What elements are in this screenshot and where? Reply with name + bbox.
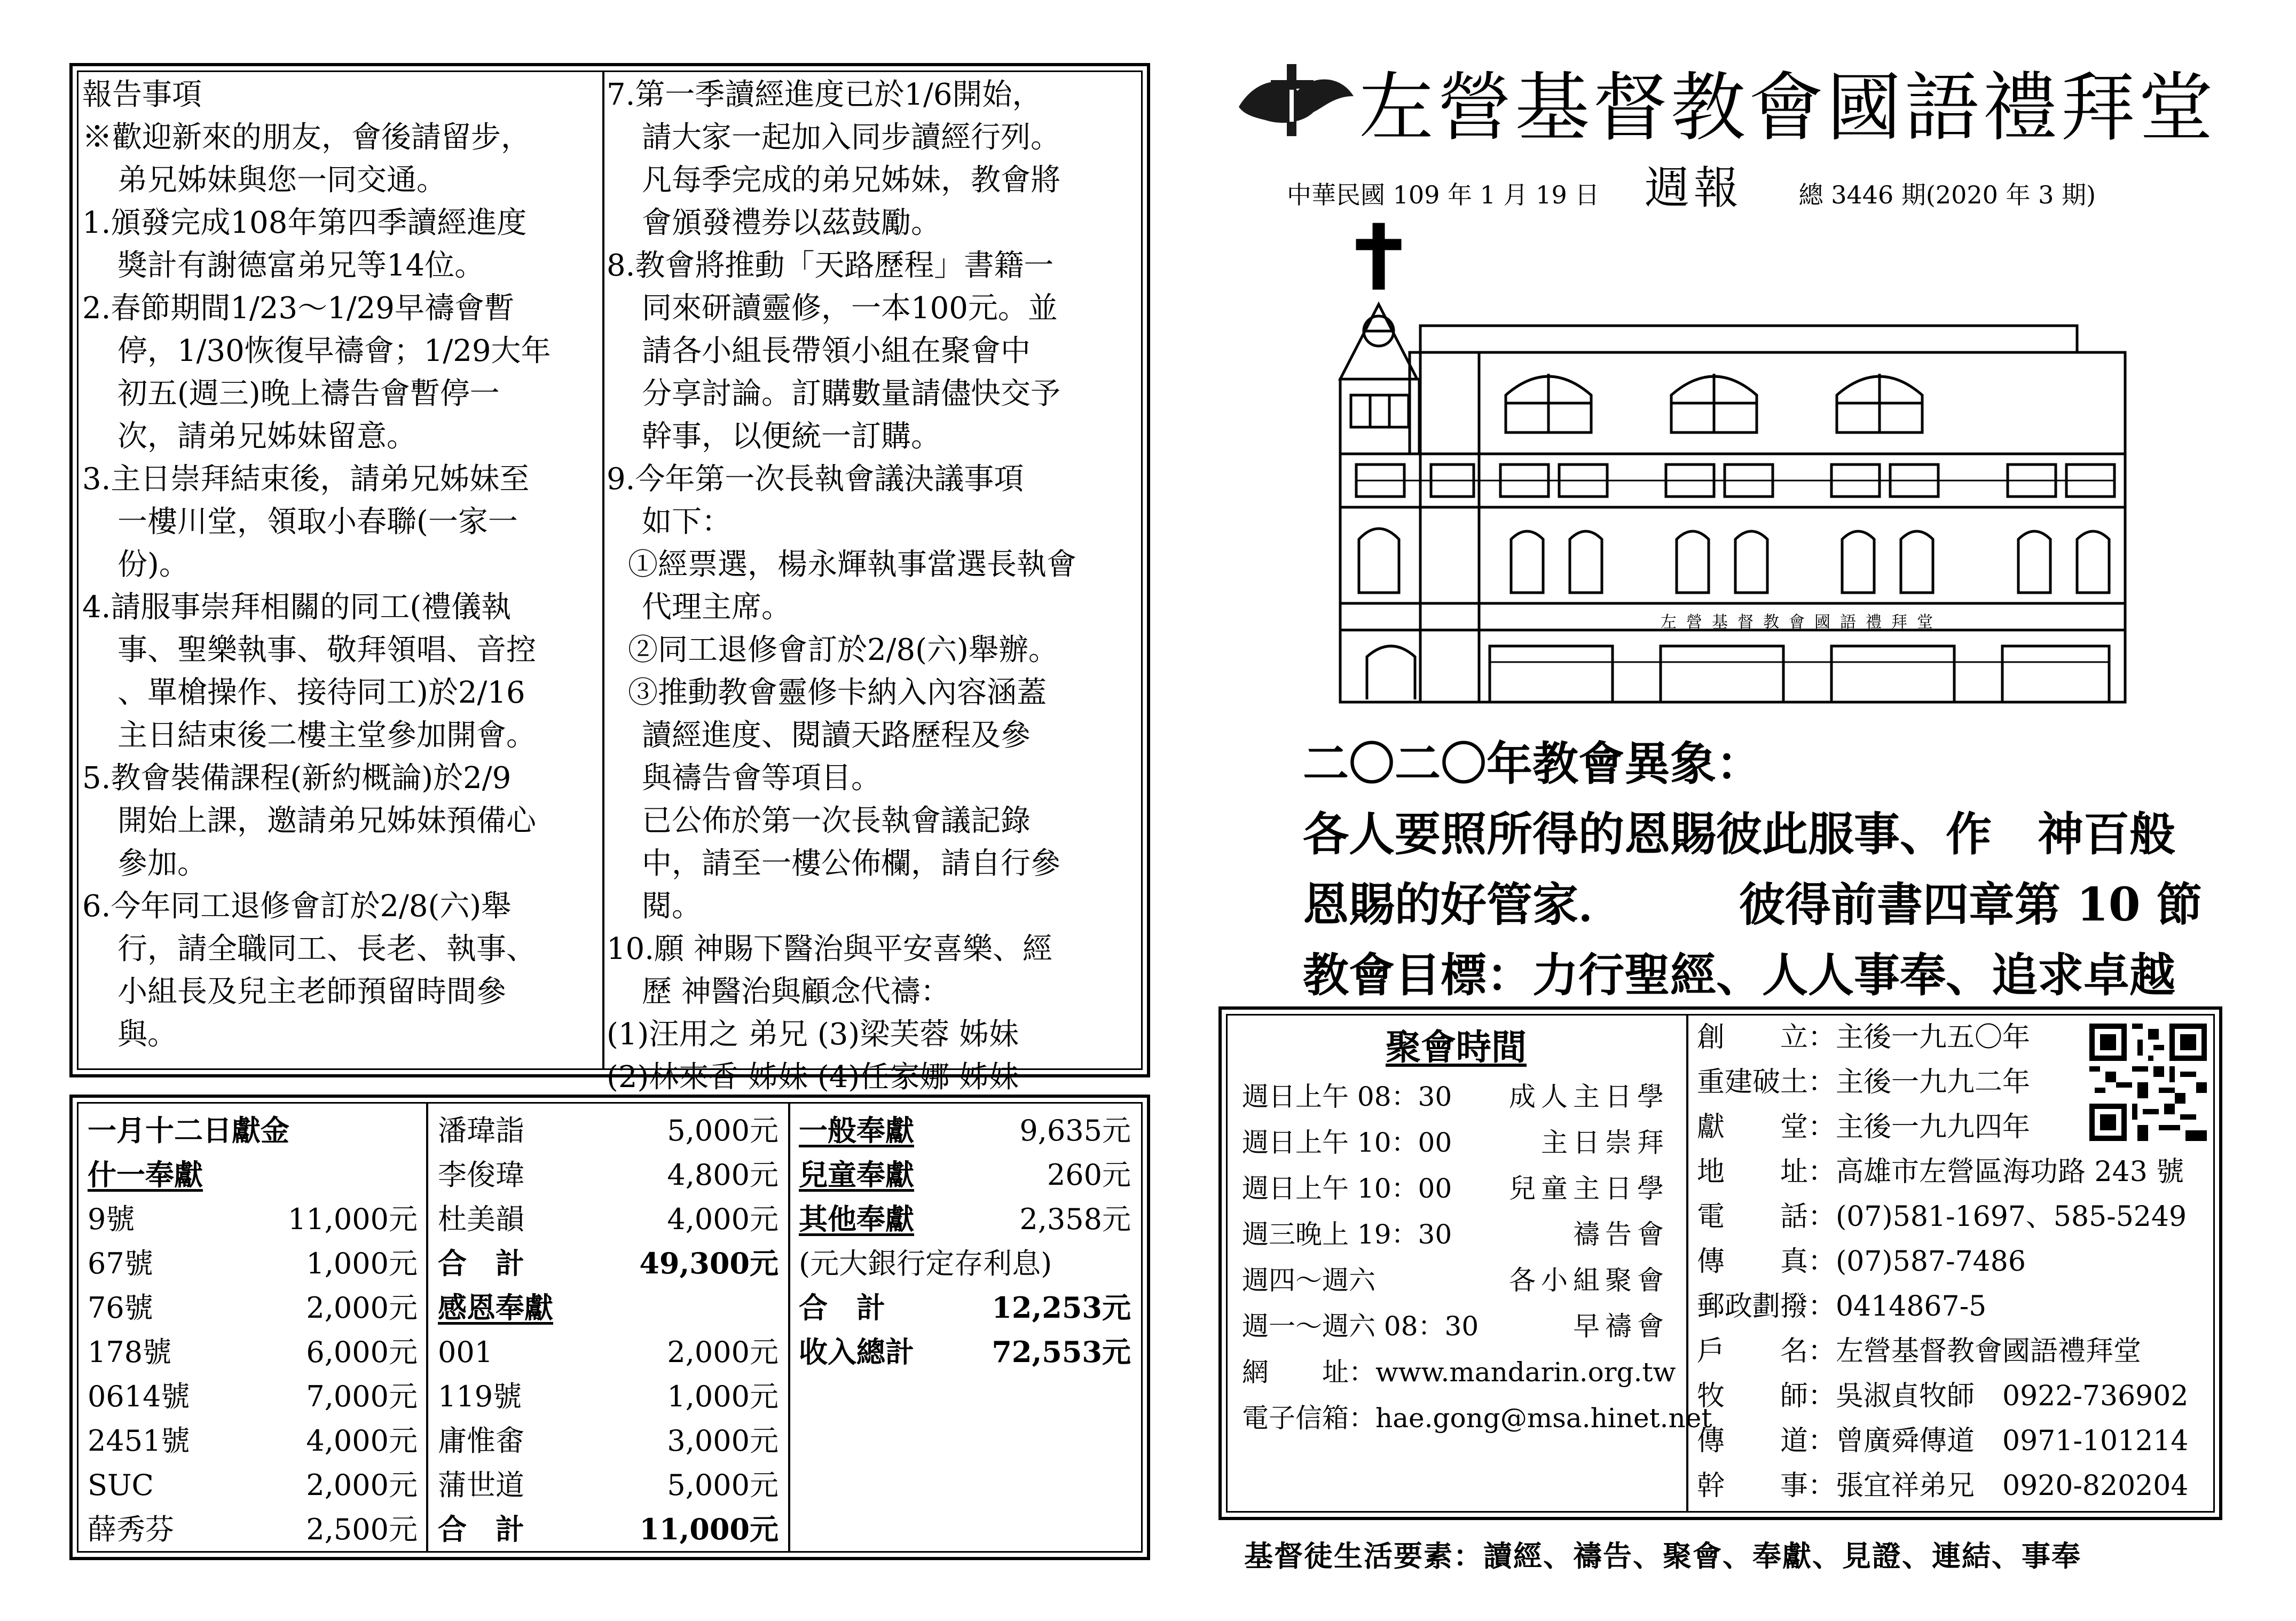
- church-info-line: 幹 事：張宜祥弟兄 0920-820204: [1697, 1470, 2189, 1502]
- announcement-line: 初五(週三)晚上禱告會暫停一: [117, 376, 500, 411]
- meeting-row: [1227, 1120, 1685, 1166]
- offering-name: 合 計: [799, 1290, 885, 1325]
- offering-column-tithe: [80, 1108, 425, 1552]
- announcement-line: 已公佈於第一次長執會議記錄: [642, 804, 1031, 838]
- christian-life-essentials: 基督徒生活要素：讀經、禱告、聚會、奉獻、見證、連結、事奉: [1244, 1539, 2081, 1573]
- meeting-name: 禱告會: [1573, 1219, 1669, 1250]
- offering-amount: 1,000元: [667, 1380, 779, 1413]
- bulletin-date: 中華民國 109 年 1 月 19 日: [1287, 180, 1600, 209]
- announcement-line: 5.教會裝備課程(新約概論)於2/9: [82, 761, 512, 796]
- meeting-name: 各小組聚會: [1509, 1265, 1669, 1296]
- offering-amount: 9,635元: [1019, 1114, 1131, 1147]
- vision-heading: 二〇二〇年教會異象：: [1303, 737, 1762, 791]
- vision-line-3: 教會目標：力行聖經、人人事奉、追求卓越: [1303, 948, 2175, 1002]
- offering-row: [80, 1197, 425, 1241]
- offering-row: [80, 1419, 425, 1463]
- meeting-row: [1227, 1211, 1685, 1257]
- announcements-divider: [602, 70, 604, 1070]
- offering-amount: 4,000元: [306, 1424, 418, 1458]
- offering-row: [80, 1330, 425, 1374]
- offering-row: [791, 1108, 1138, 1153]
- offering-name: 杜美韻: [438, 1202, 524, 1236]
- offering-amount: 260元: [1047, 1158, 1131, 1192]
- offering-row: [80, 1374, 425, 1419]
- offering-row: [430, 1286, 786, 1330]
- dove-cross-icon: [1233, 59, 1356, 139]
- offering-row: [791, 1286, 1138, 1330]
- offering-name: 薛秀芬: [88, 1513, 174, 1546]
- offering-amount: 11,000元: [288, 1202, 418, 1236]
- announcement-line: ②同工退修會訂於2/8(六)舉辦。: [628, 633, 1058, 667]
- church-title: 左營基督教會國語禮拜堂: [1359, 65, 2217, 152]
- announcement-line: 10.願 神賜下醫治與平安喜樂、經: [607, 932, 1052, 966]
- announcement-line: 中，請至一樓公佈欄，請自行參: [642, 846, 1060, 881]
- offering-column-thanksgiving: [430, 1108, 786, 1552]
- church-info-line: 創 立：主後一九五〇年: [1697, 1021, 2031, 1053]
- meeting-times-title: 聚會時間: [1386, 1026, 1527, 1068]
- meeting-row: [1227, 1074, 1685, 1120]
- meeting-time: 週日上午 10：00: [1242, 1127, 1452, 1158]
- church-info-line: 戶 名：左營基督教會國語禮拜堂: [1697, 1335, 2142, 1367]
- offering-row: [791, 1241, 1138, 1286]
- offering-name: 感恩奉獻: [438, 1290, 553, 1325]
- email: 電子信箱：hae.gong@msa.hinet.net: [1242, 1403, 1712, 1434]
- meeting-row: [1227, 1303, 1685, 1349]
- announcement-line: 停，1/30恢復早禱會；1/29大年: [117, 334, 551, 368]
- meeting-times-list: [1227, 1074, 1685, 1349]
- announcement-line: 幹事，以便統一訂購。: [642, 419, 941, 454]
- offering-amount: 2,000元: [306, 1291, 418, 1325]
- offering-amount: 7,000元: [306, 1380, 418, 1413]
- announcement-line: 小組長及兒主老師預留時間參: [117, 974, 506, 1009]
- meeting-info-box: [1218, 1006, 2222, 1520]
- meeting-name: 成人主日學: [1509, 1081, 1669, 1112]
- offering-name: 一般奉獻: [799, 1113, 914, 1147]
- offering-name: 76號: [88, 1291, 153, 1325]
- offering-name: 什一奉獻: [88, 1158, 203, 1192]
- offering-amount: 6,000元: [306, 1335, 418, 1369]
- meeting-row: [1227, 1166, 1685, 1211]
- announcement-line: 6.今年同工退修會訂於2/8(六)舉: [82, 889, 512, 924]
- offering-amount: 5,000元: [667, 1114, 779, 1147]
- church-building-illustration: [1319, 219, 2141, 710]
- offering-row: [80, 1241, 425, 1286]
- offering-amount: 2,358元: [1019, 1202, 1131, 1236]
- bulletin-dateline: [1287, 152, 2096, 217]
- announcement-line: 事、聖樂執事、敬拜領唱、音控: [117, 633, 536, 667]
- announcement-line: 次，請弟兄姊妹留意。: [117, 419, 416, 454]
- vision-line-1: 各人要照所得的恩賜彼此服事、作 神百般: [1303, 807, 2175, 861]
- offering-name: 李俊瑋: [438, 1158, 524, 1192]
- offering-amount: 2,000元: [306, 1468, 418, 1502]
- announcement-line: 份)。: [117, 547, 189, 582]
- announcement-line: 與。: [117, 1017, 177, 1052]
- offering-row: [80, 1153, 425, 1197]
- announcement-line: 請各小組長帶領小組在聚會中: [642, 334, 1031, 368]
- offering-amount: 5,000元: [667, 1468, 779, 1502]
- offering-column-general: [791, 1108, 1138, 1374]
- offering-row: [430, 1108, 786, 1153]
- vision-line-2: 恩賜的好管家． 彼得前書四章第 10 節: [1303, 878, 2203, 932]
- offering-row: [791, 1153, 1138, 1197]
- church-info-line: 地 址：高雄市左營區海功路 243 號: [1697, 1156, 2184, 1188]
- offering-box: [69, 1095, 1150, 1560]
- announcements-left-column: [82, 74, 600, 1056]
- offering-amount: 4,800元: [667, 1158, 779, 1192]
- offering-name: (元大銀行定存利息): [799, 1247, 1052, 1280]
- announcement-line: 參加。: [117, 846, 207, 881]
- announcement-line: 會頒發禮券以茲鼓勵。: [642, 206, 941, 240]
- church-logo: [1233, 59, 1356, 139]
- offering-row: [430, 1153, 786, 1197]
- offering-row: [430, 1507, 786, 1552]
- announcement-line: 開始上課，邀請弟兄姊妹預備心: [117, 804, 536, 838]
- offering-row: [430, 1463, 786, 1507]
- offering-row: [80, 1463, 425, 1507]
- announcement-line: 4.請服事崇拜相關的同工(禮儀執: [82, 590, 512, 625]
- offering-amount: 4,000元: [667, 1202, 779, 1236]
- offering-amount: 72,553元: [992, 1335, 1131, 1369]
- offering-name: 9號: [88, 1202, 135, 1236]
- offering-name: 合 計: [438, 1512, 524, 1546]
- announcement-line: 1.頒發完成108年第四季讀經進度: [82, 206, 527, 240]
- announcement-line: 弟兄姊妹與您一同交通。: [117, 163, 446, 198]
- offering-name: SUC: [88, 1468, 154, 1502]
- meeting-time: 週一～週六 08：30: [1242, 1311, 1479, 1342]
- offering-row: [80, 1507, 425, 1552]
- offering-row: [430, 1241, 786, 1286]
- announcement-line: 讀經進度、閱讀天路歷程及參: [642, 718, 1031, 753]
- announcement-line: 如下：: [642, 505, 732, 539]
- announcement-line: 行，請全職同工、長老、執事、: [117, 932, 536, 966]
- meeting-row: [1227, 1257, 1685, 1303]
- email-row: [1227, 1395, 1712, 1441]
- offering-name: 一月十二日獻金: [88, 1113, 289, 1147]
- announcement-line: 請大家一起加入同步讀經行列。: [642, 120, 1060, 155]
- offering-row: [430, 1419, 786, 1463]
- meeting-name: 主日崇拜: [1541, 1127, 1669, 1158]
- church-info-line: 重建破土：主後一九九二年: [1697, 1066, 2031, 1098]
- offering-name: 潘瑋詣: [438, 1114, 524, 1147]
- building-sign-text: 左營基督教會國語禮拜堂: [1661, 613, 1943, 632]
- bulletin-label: 週報: [1644, 162, 1743, 214]
- offering-amount: 2,000元: [667, 1335, 779, 1369]
- offering-amount: 49,300元: [639, 1246, 779, 1280]
- bulletin-issue: 總 3446 期(2020 年 3 期): [1798, 180, 2096, 209]
- website-row: [1227, 1349, 1685, 1395]
- meeting-time: 週三晚上 19：30: [1242, 1219, 1452, 1250]
- announcement-line: 與禱告會等項目。: [642, 761, 881, 796]
- meeting-name: 早禱會: [1573, 1311, 1669, 1342]
- church-info-line: 傳 真：(07)587-7486: [1697, 1246, 2026, 1278]
- offering-name: 合 計: [438, 1246, 524, 1280]
- announcement-line: 一樓川堂，領取小春聯(一家一: [117, 505, 518, 539]
- announcement-line: 7.第一季讀經進度已於1/6開始，: [607, 77, 1042, 112]
- announcements-box: [69, 63, 1150, 1095]
- church-info-line: 傳 道：曾廣舜傳道 0971-101214: [1697, 1425, 2189, 1457]
- announcement-line: ※歡迎新來的朋友，會後請留步，: [82, 120, 531, 155]
- announcement-line: 2.春節期間1/23～1/29早禱會暫: [82, 291, 514, 326]
- announcement-line: 主日結束後二樓主堂參加開會。: [117, 718, 536, 753]
- announcement-line: 閱。: [642, 889, 702, 924]
- offering-row: [430, 1374, 786, 1419]
- announcement-line: 代理主席。: [642, 590, 791, 625]
- announcement-line: 、單槍操作、接待同工)於2/16: [117, 675, 525, 710]
- offering-name: 0614號: [88, 1380, 190, 1413]
- offering-row: [430, 1330, 786, 1374]
- offering-amount: 12,253元: [992, 1290, 1131, 1325]
- announcement-line: 歷 神醫治與顧念代禱：: [642, 974, 950, 1009]
- announcement-line: 獎計有謝德富弟兄等14位。: [117, 248, 485, 283]
- offering-name: 其他奉獻: [799, 1202, 914, 1236]
- offering-amount: 11,000元: [639, 1512, 779, 1546]
- meeting-times: [1227, 1020, 1712, 1441]
- church-vision: [1303, 729, 2203, 1011]
- offering-name: 蒲世道: [438, 1468, 524, 1502]
- offering-amount: 1,000元: [306, 1247, 418, 1280]
- offering-row: [791, 1197, 1138, 1241]
- offering-amount: 3,000元: [667, 1424, 779, 1458]
- offering-name: 67號: [88, 1247, 153, 1280]
- qr-code: [2089, 1024, 2207, 1141]
- church-info-line: 牧 師：吳淑貞牧師 0922-736902: [1697, 1380, 2189, 1412]
- announcement-line: 3.主日崇拜結束後，請弟兄姊妹至: [82, 462, 530, 497]
- qr-code-icon: [2089, 1024, 2207, 1141]
- offering-row: [791, 1330, 1138, 1374]
- announcement-line: 8.教會將推動「天路歷程」書籍一: [607, 248, 1054, 283]
- announcement-line: ①經票選，楊永輝執事當選長執會: [628, 547, 1076, 582]
- offering-name: 2451號: [88, 1424, 190, 1458]
- offering-name: 001: [438, 1335, 493, 1369]
- church-info-line: 郵政劃撥：0414867-5: [1697, 1290, 1987, 1323]
- announcement-line: (1)汪用之 弟兄 (3)梁芙蓉 姊妹: [607, 1017, 1019, 1052]
- announcement-line: 報告事項: [82, 77, 202, 112]
- offering-row: [430, 1197, 786, 1241]
- church-info-line: 獻 堂：主後一九九四年: [1697, 1111, 2031, 1143]
- meeting-time: 週日上午 08：30: [1242, 1081, 1452, 1112]
- church-info-line: 電 話：(07)581-1697、585-5249: [1697, 1201, 2187, 1233]
- offering-name: 兒童奉獻: [799, 1158, 914, 1192]
- offering-row: [80, 1108, 425, 1153]
- offering-name: 178號: [88, 1335, 172, 1369]
- meeting-name: 兒童主日學: [1509, 1173, 1669, 1204]
- offering-divider-2: [788, 1102, 790, 1553]
- announcement-line: 同來研讀靈修，一本100元。並: [642, 291, 1058, 326]
- announcement-line: (2)林來香 姊妹 (4)任家娜 姊妹: [607, 1060, 1019, 1095]
- offering-row: [80, 1286, 425, 1330]
- announcement-line: 9.今年第一次長執會議決議事項: [607, 462, 1024, 497]
- offering-name: 庸惟畬: [438, 1424, 524, 1458]
- announcement-line: 凡每季完成的弟兄姊妹，教會將: [642, 163, 1060, 198]
- announcement-line: 分享討論。訂購數量請儘快交予: [642, 376, 1060, 411]
- offering-divider-1: [426, 1102, 428, 1553]
- offering-amount: 2,500元: [306, 1513, 418, 1546]
- meeting-time: 週四～週六: [1242, 1265, 1375, 1296]
- offering-name: 收入總計: [799, 1335, 914, 1369]
- announcement-line: ③推動教會靈修卡納入內容涵蓋: [628, 675, 1047, 710]
- offering-name: 119號: [438, 1380, 522, 1413]
- website: 網 址：www.mandarin.org.tw: [1242, 1357, 1676, 1388]
- announcements-right-column: [607, 74, 1141, 1099]
- meeting-time: 週日上午 10：00: [1242, 1173, 1452, 1204]
